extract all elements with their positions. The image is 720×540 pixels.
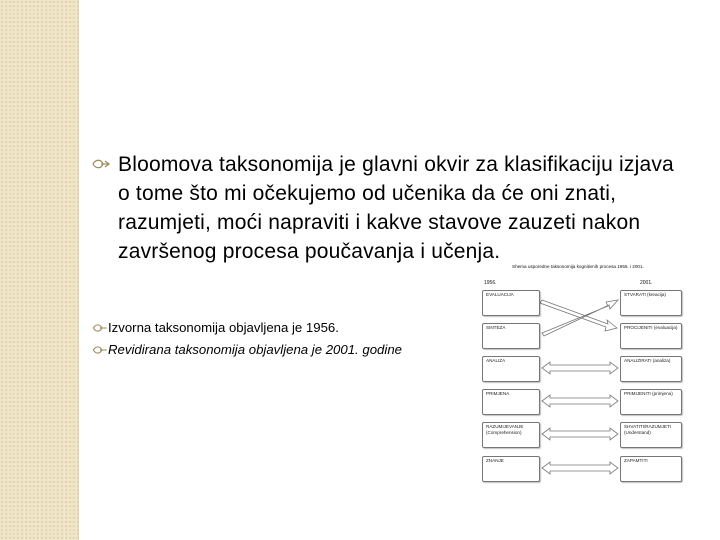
sub-bullet-revised xyxy=(92,342,472,358)
ornamental-bullet-icon xyxy=(92,323,108,333)
ornamental-bullet-icon xyxy=(92,158,110,170)
diagram-box-sinteza: SINTEZA xyxy=(482,323,540,349)
diagram-box-znanje: ZNANJE xyxy=(482,456,540,482)
year-label-revised: 2001. xyxy=(640,280,653,286)
diagram-title: Shema usporedne taksonomija kognitivnih procesa 1956. i 2001. xyxy=(512,264,644,269)
main-bullet xyxy=(92,150,682,266)
taxonomy-comparison-diagram xyxy=(470,262,690,487)
sub-bullet-original xyxy=(92,320,472,336)
diagram-box-stvarati: STVARATI (kreacija) xyxy=(620,290,682,316)
diagram-box-zapamtiti: ZAPAMTITI xyxy=(620,456,682,482)
diagram-box-evaluacija: EVALUACIJA xyxy=(482,290,540,316)
sub-bullet-text: Revidirana taksonomija objavljena je 2001. godine xyxy=(108,342,402,357)
diagram-box-analiza: ANALIZA xyxy=(482,356,540,382)
sub-bullet-text: Izvorna taksonomija objavljena je 1956. xyxy=(108,320,339,335)
main-bullet-text: Bloomova taksonomija je glavni okvir za klasifikaciju izjava o tome što mi očekujemo od učenika da će oni znati, razumjeti, moći napraviti i kakve stavove zauzeti nakon završenog procesa poučavanja i učenja. xyxy=(118,153,674,263)
diagram-box-primjena: PRIMJENA xyxy=(482,389,540,415)
diagram-box-primijeniti: PRIMIJENITI (primjena) xyxy=(620,389,682,415)
diagram-box-shvatiti: SHVATITI/RAZUMJETI (Understand) xyxy=(620,422,682,448)
year-label-original: 1956. xyxy=(484,280,497,286)
diagram-box-razumijevanje: RAZUMIJEVANJE (Comprehension) xyxy=(482,422,540,448)
diagram-box-analizirati: ANALIZIRATI (analiza) xyxy=(620,356,682,382)
ornamental-bullet-icon xyxy=(92,345,108,355)
decorative-sidebar xyxy=(0,0,79,540)
diagram-box-procijeniti: PROCIJENITI (evaluacija) xyxy=(620,323,682,349)
